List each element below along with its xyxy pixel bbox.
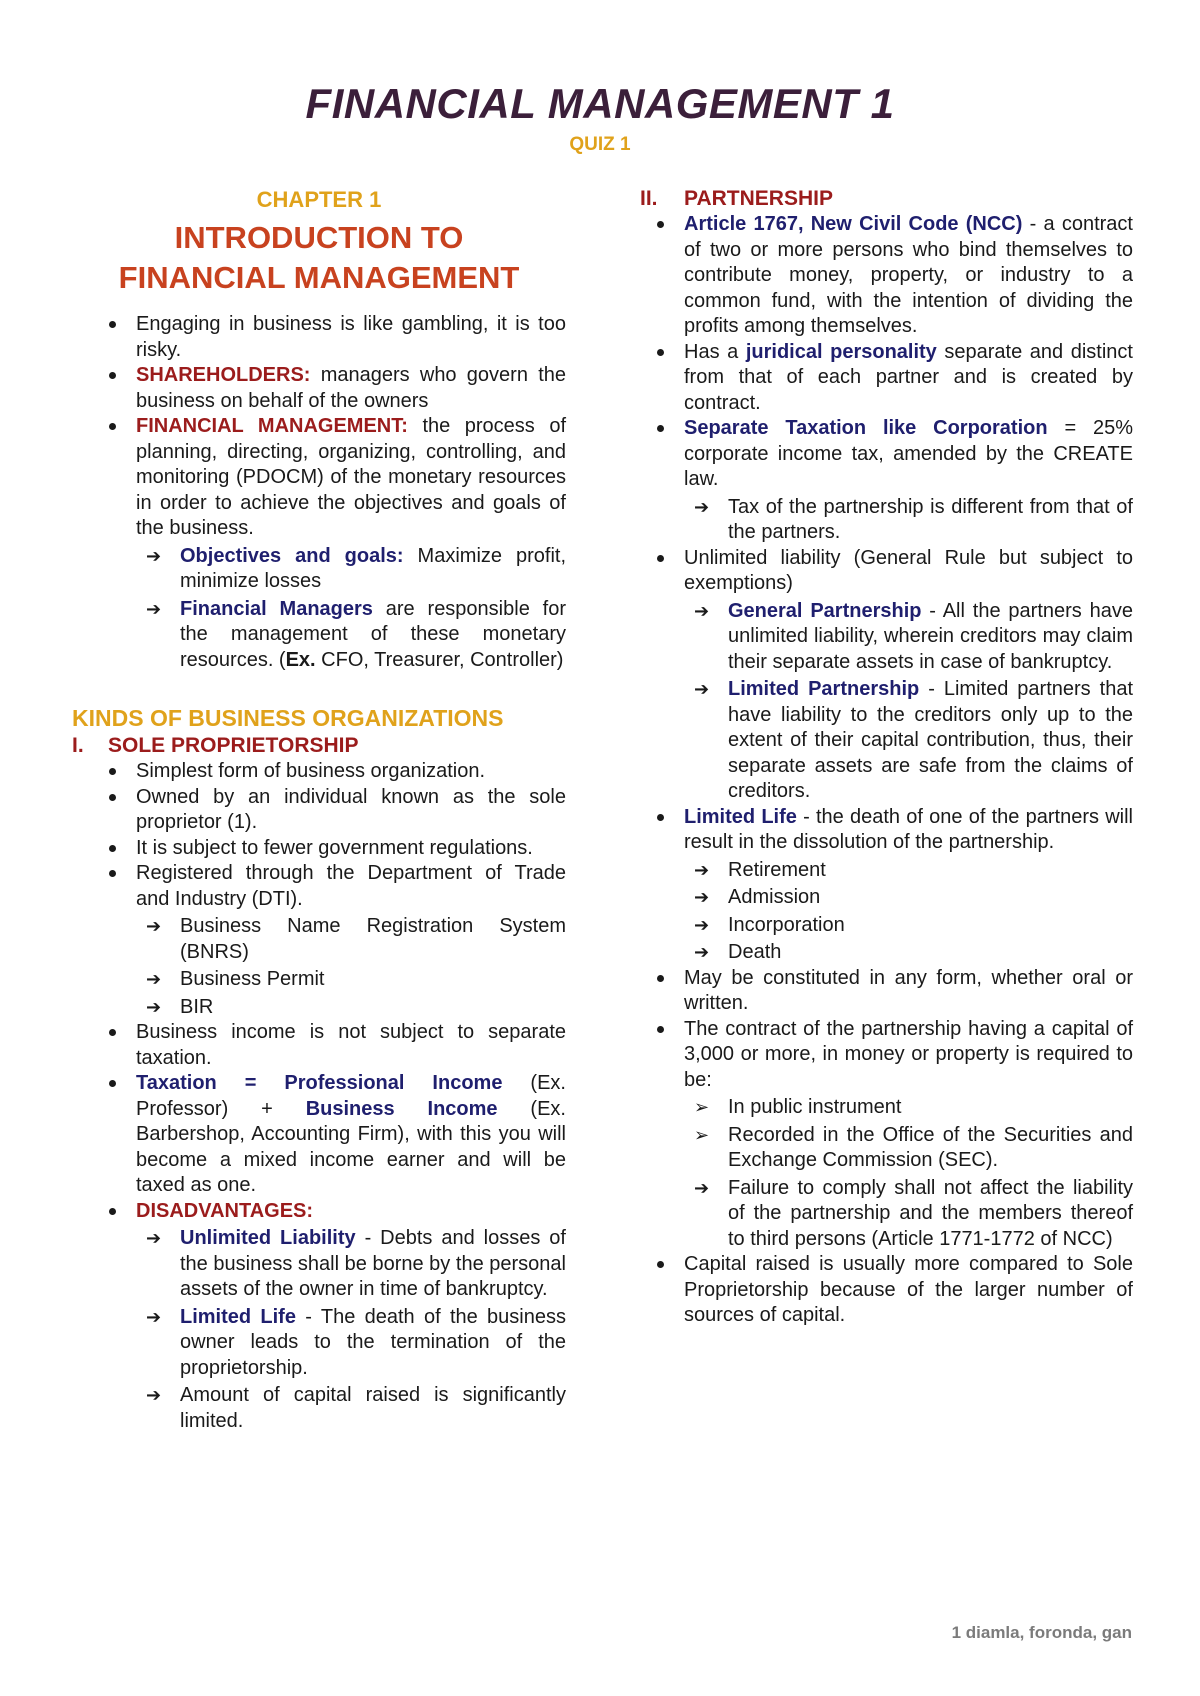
sub-list-item: ➔ Business Name Registration System (BNRS) (146, 915, 566, 963)
list-item: Unlimited liability (General Rule but subject to exemptions) ➔ General Partnership - All the partners have unlimited liability, wherein creditors may claim their separate assets in case of bankruptcy. ➔ Limited Partnership - Limited partners that have liability to the creditors only up to the extent of their capital contribution, thus, their separate assets are safe from the claims of creditors. (648, 546, 1133, 805)
sub-list-item: ➔ Failure to comply shall not affect the liability of the partnership and the members thereof to third persons (Article 1771-1772 of NCC) (694, 1176, 1133, 1250)
list-item: SHAREHOLDERS: managers who govern the business on behalf of the owners (100, 363, 566, 414)
chapter-title-line-1: INTRODUCTION TO (174, 220, 464, 255)
sub-list-item: ➔ Retirement (684, 858, 1133, 884)
sub-list-item: ➢ In public instrument (684, 1095, 1133, 1121)
arrow-icon: ➔ (146, 545, 162, 566)
list-item: Taxation = Professional Income (Ex. Professor) + Business Income (Ex. Barbershop, Accounting Firm), with this you will become a mixed income earner and will be taxed as one. (100, 1071, 566, 1199)
list-item: Article 1767, New Civil Code (NCC) - a contract of two or more persons who bind themselves to contribute money, property, or industry to a common fund, with the intention of dividing the profits among themselves. (648, 212, 1133, 340)
list-item: Capital raised is usually more compared to Sole Proprietorship because of the larger number of sources of capital. (648, 1252, 1133, 1329)
list-item: DISADVANTAGES: ➔ Unlimited Liability - Debts and losses of the business shall be borne by the personal assets of the owner in time of bankruptcy. ➔ Limited Life - The death of the business owner leads to the termination of the proprietorship. ➔ Amount of capital raised is significantly limited. (100, 1199, 566, 1435)
sub-list-item: ➔ Admission (684, 885, 1133, 911)
arrow-icon: ➔ (146, 916, 162, 936)
arrow-icon: ➔ (694, 600, 710, 621)
subsection-heading: I. SOLE PROPRIETORSHIP (72, 734, 359, 757)
list-item: May be constituted in any form, whether oral or written. (648, 966, 1133, 1017)
list-item: Owned by an individual known as the sole proprietor (1). (100, 785, 566, 836)
chapter-title (72, 218, 566, 298)
list-item: Separate Taxation like Corporation = 25% corporate income tax, amended by the CREATE law. ➔ Tax of the partnership is different from that of the partners. (648, 416, 1133, 546)
sub-list-item: ➔ Financial Managers are responsible for the management of these monetary resources. (Ex. CFO, Treasurer, Controller) (146, 597, 567, 671)
list-item: Has a juridical personality separate and distinct from that of each partner and is created by contract. (648, 340, 1133, 417)
sub-list-item: ➔ Objectives and goals: Maximize profit, minimize losses (146, 544, 566, 592)
arrowhead-icon: ➢ (694, 1124, 710, 1145)
list-item: FINANCIAL MANAGEMENT: the process of planning, directing, organizing, controlling, and monitoring (PDOCM) of the monetary resources in order to achieve the objectives and goals of the business. ➔ Objectives and goals: Maximize profit, minimize losses ➔ Financial Managers are responsible for the management of these monetary resources. (Ex. CFO, Treasurer, Controller) (100, 414, 566, 673)
sub-list-item: ➔ Limited Life - The death of the business owner leads to the termination of the proprietorship. (146, 1305, 566, 1379)
page-footer: 1 diamla, foronda, gan (951, 1623, 1132, 1642)
section-heading: KINDS OF BUSINESS ORGANIZATIONS (72, 705, 504, 731)
sub-list-item: ➔ Limited Partnership - Limited partners that have liability to the creditors only up to the extent of their capital contribution, thus, their separate assets are safe from the claims of creditors. (694, 678, 1133, 802)
intro-list (100, 312, 566, 673)
sub-list-item: ➔ Death (684, 940, 1133, 966)
right-column (640, 186, 1133, 1329)
arrow-icon: ➔ (146, 598, 162, 619)
sub-list-item: ➔ Tax of the partnership is different from that of the partners. (694, 495, 1133, 543)
partnership-list (648, 212, 1133, 1329)
sub-list-item: ➔ Amount of capital raised is significantly limited. (146, 1384, 566, 1432)
arrow-icon: ➔ (694, 859, 710, 880)
list-item: It is subject to fewer government regulations. (100, 836, 566, 862)
sub-list-item: ➔ Business Permit (136, 967, 566, 993)
arrow-icon: ➔ (694, 914, 710, 935)
chapter-title-line-2: FINANCIAL MANAGEMENT (118, 260, 520, 295)
arrow-icon: ➔ (146, 1228, 162, 1248)
arrow-icon: ➔ (146, 969, 162, 989)
sub-list-item: ➔ Incorporation (684, 913, 1133, 939)
page-title: FINANCIAL MANAGEMENT 1 (305, 80, 895, 127)
sub-list-item: ➔ Unlimited Liability - Debts and losses of the business shall be borne by the personal assets of the owner in time of bankruptcy. (146, 1227, 566, 1300)
list-item: Simplest form of business organization. (100, 759, 566, 785)
list-item: Registered through the Department of Trade and Industry (DTI). ➔ Business Name Registration System (BNRS) ➔ Business Permit ➔ BIR (100, 861, 566, 1020)
arrowhead-icon: ➢ (694, 1097, 710, 1117)
arrow-icon: ➔ (146, 1306, 162, 1327)
subsection-heading: II. PARTNERSHIP (640, 187, 833, 210)
arrow-icon: ➔ (146, 996, 162, 1017)
list-item: Engaging in business is like gambling, it is too risky. (100, 312, 566, 363)
arrow-icon: ➔ (694, 942, 710, 962)
arrow-icon: ➔ (146, 1385, 162, 1405)
list-item: The contract of the partnership having a capital of 3,000 or more, in money or property is required to be: ➢ In public instrument ➢ Recorded in the Office of the Securities and Exchange Commission (SEC). ➔ Failure to comply shall not affect the liability of the partnership and the members thereof to third persons (Article 1771-1772 of NCC) (648, 1017, 1133, 1253)
arrow-icon: ➔ (694, 1177, 710, 1198)
arrow-icon: ➔ (694, 679, 710, 699)
chapter-label: CHAPTER 1 (256, 187, 382, 212)
sole-proprietorship-list (100, 759, 566, 1434)
sub-list-item: ➔ General Partnership - All the partners have unlimited liability, wherein creditors may claim their separate assets in case of bankruptcy. (694, 599, 1133, 673)
list-item: Limited Life - the death of one of the partners will result in the dissolution of the partnership. ➔ Retirement ➔ Admission ➔ Incorporation ➔ Death (648, 805, 1133, 966)
arrow-icon: ➔ (694, 887, 710, 907)
sub-list-item: ➔ BIR (136, 995, 566, 1021)
page-subtitle: QUIZ 1 (569, 134, 631, 155)
list-item: Business income is not subject to separate taxation. (100, 1020, 566, 1071)
left-column (72, 186, 566, 1434)
arrow-icon: ➔ (694, 496, 710, 517)
sub-list-item: ➢ Recorded in the Office of the Securities and Exchange Commission (SEC). (694, 1123, 1133, 1171)
